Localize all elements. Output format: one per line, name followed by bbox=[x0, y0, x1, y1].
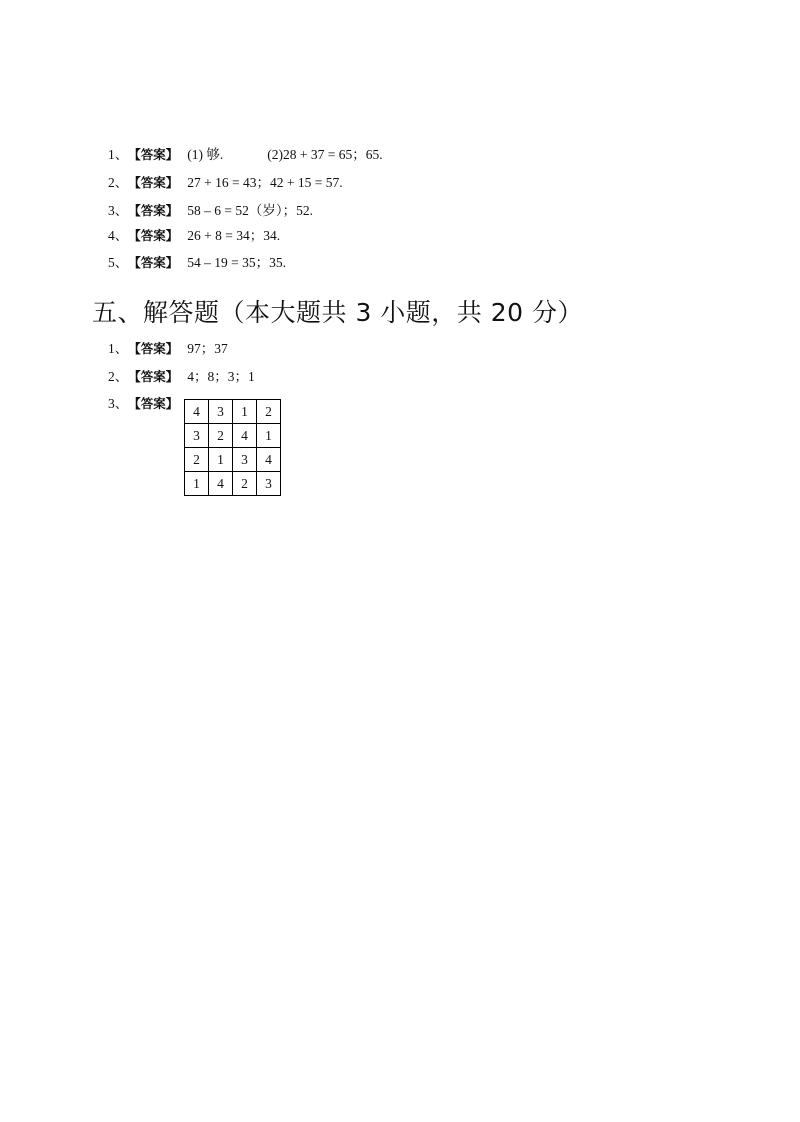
grid-cell: 1 bbox=[233, 400, 257, 424]
grid-cell: 3 bbox=[209, 400, 233, 424]
grid-cell: 2 bbox=[209, 424, 233, 448]
answer-number: 3、 bbox=[108, 396, 129, 411]
grid-row bbox=[185, 448, 281, 472]
grid-cell: 1 bbox=[257, 424, 281, 448]
answer-text: 54 – 19 = 35；35. bbox=[187, 255, 287, 270]
grid-cell: 3 bbox=[257, 472, 281, 496]
grid-cell: 1 bbox=[185, 472, 209, 496]
answer-line-5-3 bbox=[108, 395, 187, 413]
answer-line-4-5 bbox=[108, 254, 286, 272]
answer-tag: 【答案】 bbox=[128, 255, 179, 270]
answer-line-4-3 bbox=[108, 202, 313, 220]
grid-cell: 3 bbox=[185, 424, 209, 448]
grid-cell: 2 bbox=[185, 448, 209, 472]
answer-tag: 【答案】 bbox=[128, 369, 179, 384]
grid-cell: 2 bbox=[233, 472, 257, 496]
section-title: 五、解答题（本大题共 3 小题，共 20 分） bbox=[92, 298, 584, 327]
answer-text: 97；37 bbox=[187, 341, 228, 356]
answer-tag: 【答案】 bbox=[128, 175, 179, 190]
grid-cell: 3 bbox=[233, 448, 257, 472]
grid-row bbox=[185, 400, 281, 424]
answer-number: 4、 bbox=[108, 228, 129, 243]
answer-number: 5、 bbox=[108, 255, 129, 270]
answer-line-5-2 bbox=[108, 368, 255, 386]
answer-number: 2、 bbox=[108, 369, 129, 384]
grid-cell: 4 bbox=[185, 400, 209, 424]
answer-text: 26 + 8 = 34；34. bbox=[187, 228, 281, 243]
grid-row bbox=[185, 424, 281, 448]
answer-number: 2、 bbox=[108, 175, 129, 190]
answer-text: 27 + 16 = 43；42 + 15 = 57. bbox=[187, 175, 343, 190]
answer-tag: 【答案】 bbox=[128, 341, 179, 356]
answer-text: 58 – 6 = 52（岁）；52. bbox=[187, 203, 314, 218]
answer-tag: 【答案】 bbox=[128, 396, 179, 411]
answer-line-4-4 bbox=[108, 227, 280, 245]
answer-line-4-2 bbox=[108, 174, 343, 192]
grid-cell: 4 bbox=[209, 472, 233, 496]
number-grid bbox=[184, 399, 281, 496]
grid-row bbox=[185, 472, 281, 496]
answer-number: 1、 bbox=[108, 341, 129, 356]
answer-number: 1、 bbox=[108, 147, 129, 162]
answer-tag: 【答案】 bbox=[128, 228, 179, 243]
answer-line-5-1 bbox=[108, 340, 228, 358]
answer-text: 4；8；3；1 bbox=[187, 369, 255, 384]
answer-number: 3、 bbox=[108, 203, 129, 218]
grid-cell: 4 bbox=[257, 448, 281, 472]
grid-cell: 2 bbox=[257, 400, 281, 424]
answer-tag: 【答案】 bbox=[128, 203, 179, 218]
grid-cell: 1 bbox=[209, 448, 233, 472]
grid-cell: 4 bbox=[233, 424, 257, 448]
answer-line-4-1 bbox=[108, 146, 383, 164]
answer-tag: 【答案】 bbox=[128, 147, 179, 162]
answer-text-2: (2)28 + 37 = 65；65. bbox=[267, 147, 383, 162]
answer-text: (1) 够. bbox=[187, 147, 224, 162]
